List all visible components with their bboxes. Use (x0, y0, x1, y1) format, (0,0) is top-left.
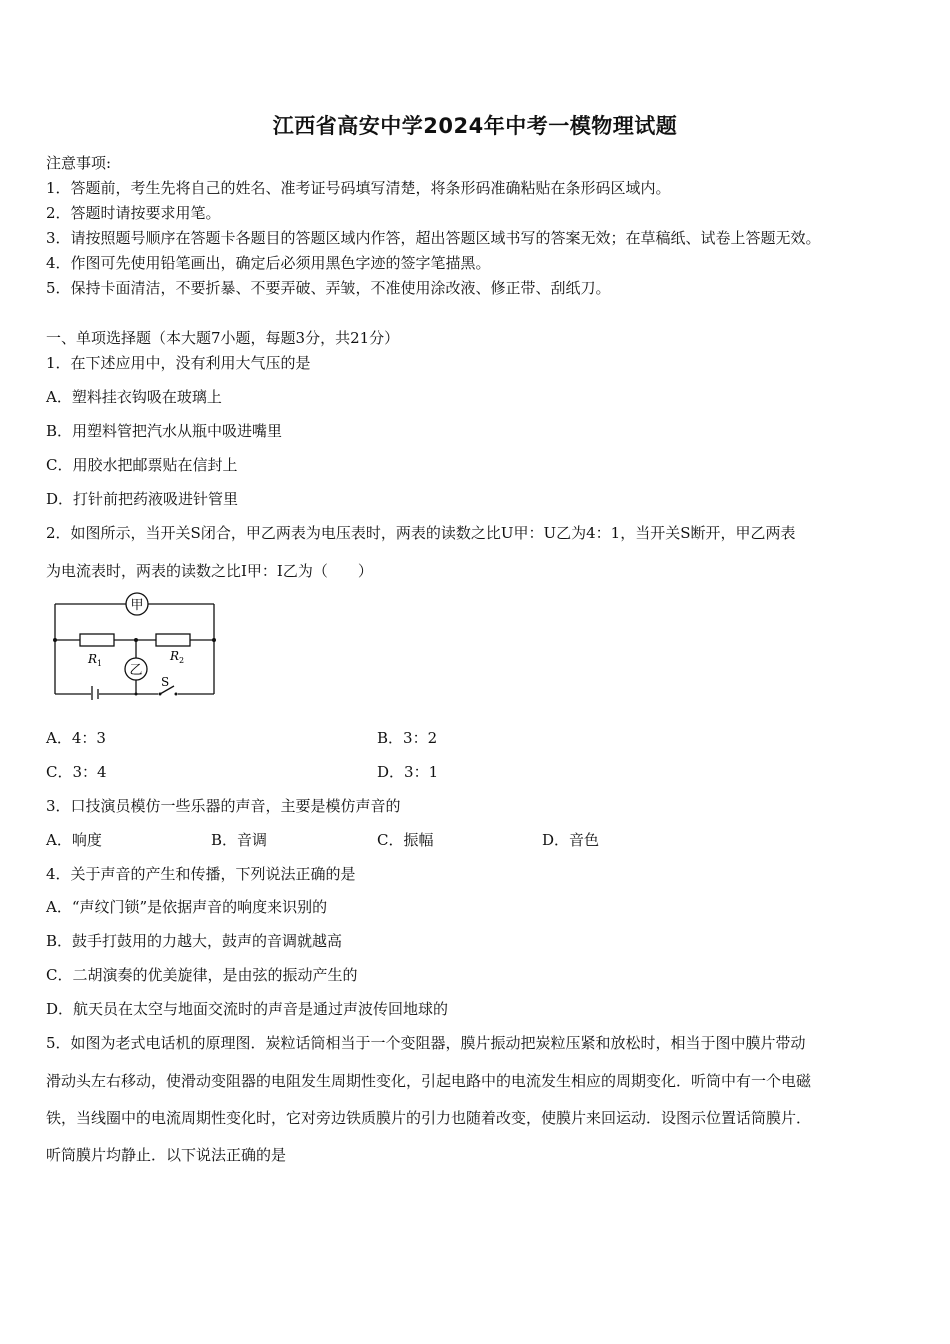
q3-option: D．音色 (542, 831, 600, 849)
q1-option: A．塑料挂衣钩吸在玻璃上 (46, 388, 222, 406)
q2-option: B．3：2 (377, 729, 438, 747)
q5-line: 滑动头左右移动，使滑动变阻器的电阻发生周期性变化，引起电路中的电流发生相应的周期变化．听筒中有一个电磁 (46, 1072, 812, 1090)
notes-item: 5．保持卡面清洁，不要折暴、不要弄破、弄皱，不准使用涂改液、修正带、刮纸刀。 (46, 279, 611, 297)
q3-option: C．振幅 (377, 831, 434, 849)
notes-item: 1．答题前，考生先将自己的姓名、准考证号码填写清楚，将条形码准确粘贴在条形码区域内。 (46, 179, 671, 197)
q4-option: B．鼓手打鼓用的力越大，鼓声的音调就越高 (46, 932, 343, 950)
q5-line: 铁，当线圈中的电流周期性变化时，它对旁边铁质膜片的引力也随着改变，使膜片来回运动．设图示位置话筒膜片． (46, 1109, 812, 1127)
r2-subscript: 2 (179, 656, 185, 665)
notes-item: 3．请按照题号顺序在答题卡各题目的答题区域内作答，超出答题区域书写的答案无效；在草稿纸、试卷上答题无效。 (46, 229, 821, 247)
q2-option: D．3：1 (377, 763, 439, 781)
q4-stem: 4．关于声音的产生和传播，下列说法正确的是 (46, 865, 356, 883)
q4-option: A．“声纹门锁”是依据声音的响度来识别的 (46, 898, 328, 916)
r1-label: R (88, 652, 98, 666)
q2-stem-line1: 2．如图所示，当开关S闭合，甲乙两表为电压表时，两表的读数之比U甲：U乙为4：1，当开关S断开，甲乙两表 (46, 524, 796, 542)
q5-line: 听筒膜片均静止．以下说法正确的是 (46, 1146, 287, 1164)
q3-stem: 3．口技演员模仿一些乐器的声音，主要是模仿声音的 (46, 797, 401, 815)
q4-option: D．航天员在太空与地面交流时的声音是通过声波传回地球的 (46, 1000, 449, 1018)
q2-option: A．4：3 (46, 729, 106, 747)
page-title: 江西省高安中学2024年中考一模物理试题 (272, 114, 678, 138)
switch-label: S (161, 675, 170, 689)
q3-option: A．响度 (46, 831, 102, 849)
circuit-diagram (46, 590, 226, 700)
q1-option: B．用塑料管把汽水从瓶中吸进嘴里 (46, 422, 283, 440)
q1-stem: 1．在下述应用中，没有利用大气压的是 (46, 354, 311, 372)
r2-label: R (170, 649, 180, 663)
q2-stem-line2: 为电流表时，两表的读数之比I甲：I乙为（ ） (46, 562, 373, 580)
q1-option: C．用胶水把邮票贴在信封上 (46, 456, 238, 474)
q3-option: B．音调 (211, 831, 268, 849)
notes-heading: 注意事项: (46, 154, 112, 172)
notes-item: 2．答题时请按要求用笔。 (46, 204, 221, 222)
r1-subscript: 1 (97, 659, 103, 668)
q2-option: C．3：4 (46, 763, 107, 781)
q4-option: C．二胡演奏的优美旋律，是由弦的振动产生的 (46, 966, 358, 984)
q5-line: 5．如图为老式电话机的原理图．炭粒话筒相当于一个变阻器，膜片振动把炭粒压紧和放松时，相当于图中膜片带动 (46, 1034, 806, 1052)
q1-option: D．打针前把药液吸进针管里 (46, 490, 239, 508)
meter-yi-label: 乙 (129, 663, 143, 678)
meter-jia-label: 甲 (130, 598, 144, 613)
section-heading: 一、单项选择题（本大题7小题，每题3分，共21分） (46, 329, 400, 347)
notes-item: 4．作图可先使用铅笔画出，确定后必须用黑色字迹的签字笔描黑。 (46, 254, 491, 272)
